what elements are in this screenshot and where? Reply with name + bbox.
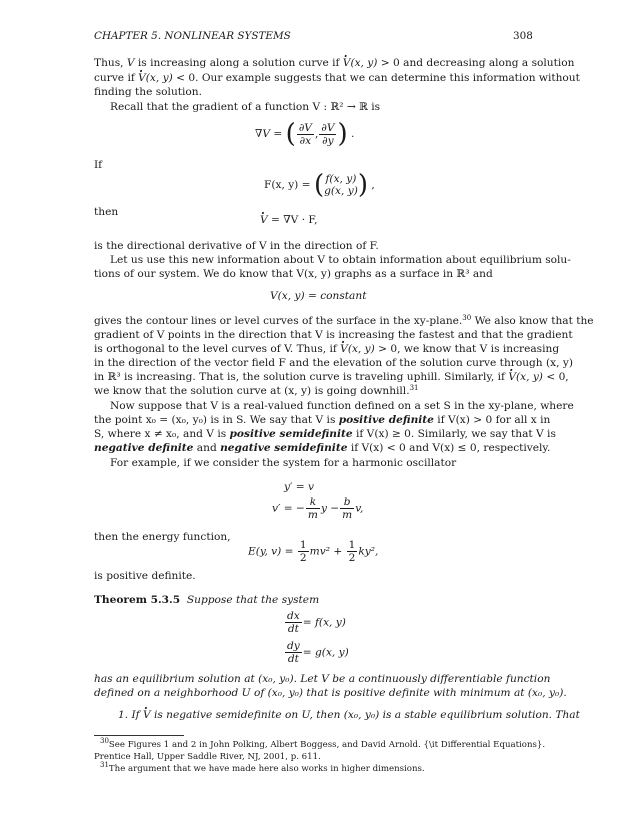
paragraph-line: For example, if we consider the system for a harmonic oscillator: [110, 457, 457, 469]
paragraph-line: in the direction of the vector field F and the elevation of the solution curve through (x, y): [94, 357, 573, 369]
theorem-line: has an equilibrium solution at (x₀, y₀). Let V be a continuously differentiable function: [94, 673, 551, 685]
theorem-heading: Theorem 5.3.5 Suppose that the system: [94, 594, 320, 606]
vdot-symbol: · V(x, y): [138, 72, 173, 84]
equation-theorem-dx: $\frac{dx}{dt}$ = f(x, y): [287, 610, 346, 635]
paragraph-line: gives the contour lines or level curves of the surface in the xy-plane.$^{30}$ We also know that the: [94, 314, 594, 327]
footnote-31: $^{31}$The argument that we have made here also works in higher dimensions.: [100, 761, 425, 774]
paragraph-line: then the energy function,: [94, 531, 231, 543]
footnote-30: $^{30}$See Figures 1 and 2 in John Polking, Albert Boggess, and David Arnold. {\it Differential Equations}.: [100, 737, 546, 750]
equation-system-line1: y′ = v: [284, 481, 314, 493]
equation-level-curve: V(x, y) = constant: [270, 290, 367, 302]
equation-vector-field: F(x, y) = ( f(x, y) g(x, y) ) ,: [264, 170, 375, 200]
equation-theorem-dy: $\frac{dy}{dt}$ = g(x, y): [287, 640, 349, 665]
footnote-rule: [94, 735, 184, 736]
paragraph-line: curve if · V(x, y) < 0. Our example suggests that we can determine this information without: [94, 72, 580, 85]
vdot-symbol: · V: [143, 709, 151, 721]
paragraph-line: If: [94, 159, 103, 171]
paragraph-line: then: [94, 206, 119, 218]
paragraph-line: is positive definite.: [94, 570, 196, 582]
footnote-ref-31[interactable]: 31: [409, 384, 419, 392]
paragraph-line: negative definite and negative semidefinite if V(x) < 0 and V(x) ≤ 0, respectively.: [94, 442, 551, 454]
term-positive-definite: positive definite: [338, 414, 434, 426]
equation-system-line2: v′ = − $\frac{k}{m}$ y − $\frac{b}{m}$ v,: [272, 496, 364, 521]
vdot-symbol: · V(x, y): [340, 343, 375, 355]
paragraph-line: Thus, V is increasing along a solution curve if · V(x, y) > 0 and decreasing along a solution: [94, 57, 574, 70]
theorem-item-1: 1. If · V is negative semidefinite on U, then (x₀, y₀) is a stable equilibrium solution. That: [118, 709, 580, 722]
term-negative-definite: negative definite: [94, 442, 194, 454]
paragraph-line: is the directional derivative of V in the direction of F.: [94, 240, 379, 252]
footnote-mark-30: 30: [100, 737, 109, 745]
vdot-symbol: · V(x, y): [508, 371, 543, 383]
page-number: 308: [513, 30, 533, 42]
paragraph-line: Now suppose that V is a real-valued function defined on a set S in the xy-plane, where: [110, 400, 574, 412]
paragraph-line: Recall that the gradient of a function V : ℝ² → ℝ is: [110, 101, 381, 113]
paragraph-line: we know that the solution curve at (x, y) is going downhill.$^{31}$: [94, 384, 419, 397]
footnote-30-cont: Prentice Hall, Upper Saddle River, NJ, 2001, p. 611.: [94, 752, 321, 762]
paragraph-line: the point x₀ = (x₀, y₀) is in S. We say that V is positive definite if V(x) > 0 for all x in: [94, 414, 551, 426]
footnote-ref-30[interactable]: 30: [462, 314, 472, 322]
paragraph-line: in ℝ³ is increasing. That is, the solution curve is traveling uphill. Similarly, if · V(x, y) < 0,: [94, 371, 569, 384]
paragraph-line: Let us use this new information about V to obtain information about equilibrium solu-: [110, 254, 571, 266]
paragraph-line: S, where x ≠ x₀, and V is positive semidefinite if V(x) ≥ 0. Similarly, we say that V is: [94, 428, 556, 440]
paragraph-line: is orthogonal to the level curves of V. Thus, if · V(x, y) > 0, we know that V is increasing: [94, 343, 559, 356]
equation-energy: E(y, v) = $\frac{1}{2}$ mv² + $\frac{1}{2}$ ky²,: [248, 539, 379, 564]
paragraph-line: gradient of V points in the direction that V is increasing the fastest and that the gradient: [94, 329, 573, 341]
term-positive-semidefinite: positive semidefinite: [229, 428, 353, 440]
vdot-symbol: · V(x, y): [343, 57, 378, 69]
chapter-header: CHAPTER 5. NONLINEAR SYSTEMS: [94, 30, 291, 42]
footnote-mark-31: 31: [100, 761, 109, 769]
equation-vdot: · V = ∇V · F,: [260, 214, 318, 227]
theorem-line: defined on a neighborhood U of (x₀, y₀) that is positive definite with minimum at (x₀, y₀).: [94, 687, 567, 699]
equation-gradient: ∇V = ( $\frac{\partial V}{\partial x}$ , $\frac{\partial V}{\partial y}$ ) .: [255, 119, 355, 149]
paragraph-line: finding the solution.: [94, 86, 202, 98]
term-negative-semidefinite: negative semidefinite: [220, 442, 348, 454]
paragraph-line: tions of our system. We do know that V(x, y) graphs as a surface in ℝ³ and: [94, 268, 493, 280]
theorem-label: Theorem 5.3.5: [94, 594, 181, 606]
